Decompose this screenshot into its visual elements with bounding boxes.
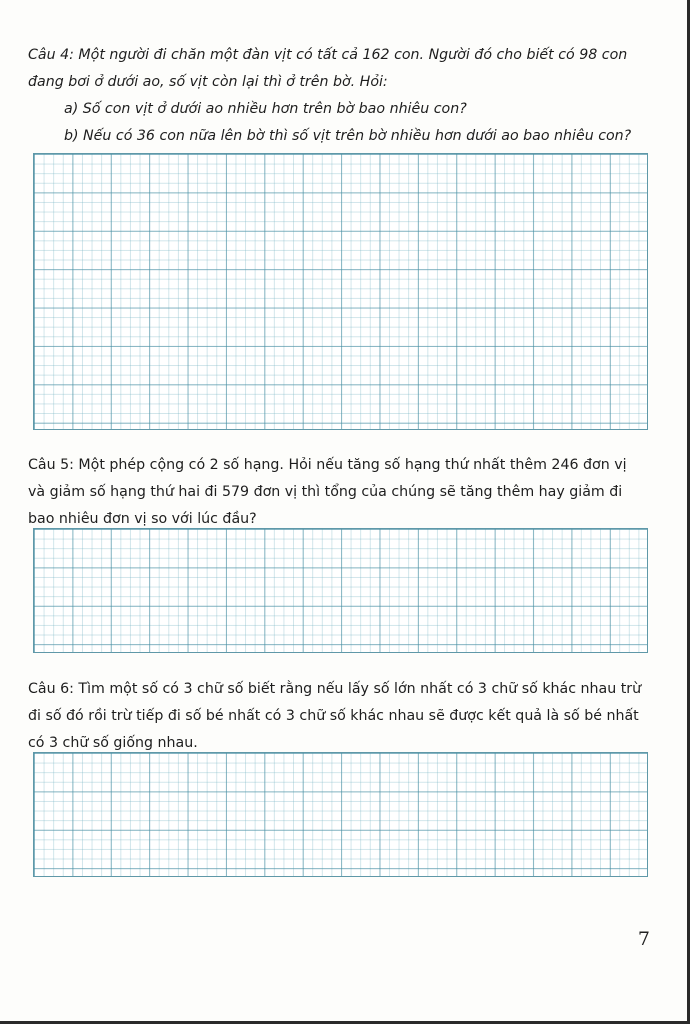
question-4 xyxy=(28,42,658,150)
question-6 xyxy=(28,676,658,757)
question-4-part-a: a) Số con vịt ở dưới ao nhiều hơn trên bờ bao nhiêu con? xyxy=(64,101,467,117)
question-6-line-1: Câu 6: Tìm một số có 3 chữ số biết rằng nếu lấy số lớn nhất có 3 chữ số khác nhau trừ xyxy=(28,681,642,697)
question-4-line-2: đang bơi ở dưới ao, số vịt còn lại thì ở trên bờ. Hỏi: xyxy=(28,74,388,90)
question-4-part-b: b) Nếu có 36 con nữa lên bờ thì số vịt trên bờ nhiều hơn dưới ao bao nhiêu con? xyxy=(64,128,632,144)
question-5-line-3: bao nhiêu đơn vị so với lúc đầu? xyxy=(28,511,257,527)
answer-grid-question-6[interactable] xyxy=(33,752,648,877)
page-number: 7 xyxy=(637,928,650,950)
question-5-line-2: và giảm số hạng thứ hai đi 579 đơn vị thì tổng của chúng sẽ tăng thêm hay giảm đi xyxy=(28,484,623,500)
question-4-line-1: Câu 4: Một người đi chăn một đàn vịt có tất cả 162 con. Người đó cho biết có 98 con xyxy=(28,47,628,63)
question-6-line-3: có 3 chữ số giống nhau. xyxy=(28,735,198,751)
question-5-line-1: Câu 5: Một phép cộng có 2 số hạng. Hỏi nếu tăng số hạng thứ nhất thêm 246 đơn vị xyxy=(28,457,627,473)
question-5 xyxy=(28,452,658,533)
answer-grid-question-4[interactable] xyxy=(33,153,648,430)
question-6-line-2: đi số đó rồi trừ tiếp đi số bé nhất có 3 chữ số khác nhau sẽ được kết quả là số bé nhất xyxy=(28,708,639,724)
answer-grid-question-5[interactable] xyxy=(33,528,648,653)
